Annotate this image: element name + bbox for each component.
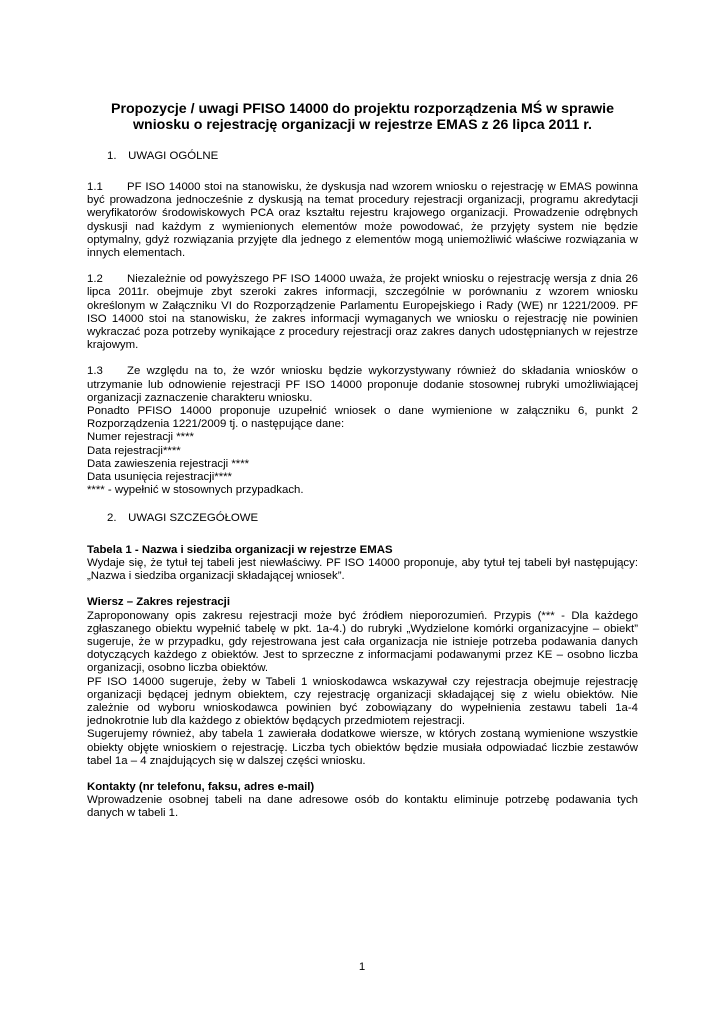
list-item: Data usunięcia rejestracji****	[87, 471, 232, 484]
paragraph-number: 1.3	[87, 365, 103, 378]
paragraph-number: 1.2	[87, 273, 103, 286]
list-item: Data zawieszenia rejestracji ****	[87, 457, 250, 470]
section-number: 1.	[107, 149, 117, 162]
list-item: Data rejestracji****	[87, 444, 181, 457]
document-title	[87, 101, 638, 134]
section-title: UWAGI SZCZEGÓŁOWE	[128, 512, 259, 525]
list-item: Numer rejestracji ****	[87, 431, 194, 444]
paragraph-1-3-continuation: Ponadto PFISO 14000 proponuje uzupełnić wniosek o dane wymienione w załączniku 6, punkt 2 Rozporządzenia 1221/2009 tj. o następujące dane:	[87, 405, 638, 431]
paragraph-number: 1.1	[87, 181, 103, 194]
paragraph-text: Niezależnie od powyższego PF ISO 14000 uważa, że projekt wniosku o rejestrację wersja z dnia 26 lipca 2011r. obejmuje zbyt szeroki zakres informacji, szczególnie w porównaniu z wzorem wniosku określonym w Załączniku VI do Rozporządzenie Parlamentu Europejskiego i Rady (WE) nr 1221/2009. PF ISO 14000 stoi na stanowisku, że zakres informacji wymaganych we wniosku o rejestrację nie powinien wykraczać poza potrzeby wynikające z procedury rejestracji oraz zakres danych udostępnianych w rejestrze krajowym.	[87, 273, 638, 352]
section-number: 2.	[107, 512, 117, 525]
paragraph-text: Ze względu na to, że wzór wniosku będzie wykorzystywany również do składania wniosków o utrzymanie lub odnowienie rejestracji PF ISO 14000 proponuje dodanie stosownej rubryki umożliwiającej organizacji zaznaczenie charakteru wniosku.	[87, 365, 638, 404]
section-heading-detailed	[87, 512, 638, 525]
section-heading-general	[87, 150, 638, 163]
paragraph-text: PF ISO 14000 stoi na stanowisku, że dyskusja nad wzorem wniosku o rejestrację w EMAS powinna być prowadzona jednocześnie z dyskusją na temat procedury rejestracji organizacji, programu akredytacji weryfikatorów środowiskowych PCA oraz kształtu rejestru krajowego organizacji. Prowadzenie odrębnych dyskusji nad każdym z wymienionych elementów może powodować, że przyjęty system nie będzie optymalny, gdyż rozwiązania przyjęte dla jednego z elementów mogą uniemożliwić właściwe rozwiązania w innych elementach.	[87, 181, 638, 260]
subsection-text: Zaproponowany opis zakresu rejestracji może być źródłem nieporozumień. Przypis (*** - Dla każdego zgłaszanego obiektu wypełnić tabelę w pkt. 1a-4.) do rubryki „Wydzielone komórki organizacyjne – obiekt” sugeruje, że w przypadku, gdy rejestrowana jest cała organizacja nie istnieje potrzeba podawania danych dotyczących każdego z obiektów. Jest to sprzeczne z informacjami podawanymi przez KE – osobno liczba organizacji, osobno liczba obiektów.	[87, 609, 638, 675]
subsection-heading: Kontakty (nr telefonu, faksu, adres e-mail)	[87, 780, 315, 793]
subsection-wiersz	[87, 596, 638, 768]
subsection-heading: Tabela 1 - Nazwa i siedziba organizacji w rejestrze EMAS	[87, 543, 393, 556]
subsection-text: Wprowadzenie osobnej tabeli na dane adresowe osób do kontaktu eliminuje potrzebę podawania tych danych w tabeli 1.	[87, 794, 638, 820]
subsection-text: Wydaje się, że tytuł tej tabeli jest niewłaściwy. PF ISO 14000 proponuje, aby tytuł tej tabeli był następujący: „Nazwa i siedziba organizacji składającej wniosek”.	[87, 556, 638, 583]
subsection-heading: Wiersz – Zakres rejestracji	[87, 596, 231, 609]
subsection-kontakty	[87, 781, 638, 821]
registration-data-list	[87, 431, 638, 497]
subsection-tabela-1	[87, 544, 638, 584]
list-item-note: **** - wypełnić w stosownych przypadkach.	[87, 484, 304, 497]
paragraph-1-1	[87, 181, 638, 260]
title-line-2: wniosku o rejestrację organizacji w rejestrze EMAS z 26 lipca 2011 r.	[133, 117, 592, 134]
subsection-text: Sugerujemy również, aby tabela 1 zawierała dodatkowe wiersze, w których zostaną wymienione wszystkie obiekty objęte wnioskiem o rejestrację. Liczba tych obiektów będzie musiała odpowiadać liczbie zestawów tabel 1a – 4 znajdujących się w dalszej części wniosku.	[87, 728, 638, 767]
section-title: UWAGI OGÓLNE	[128, 149, 219, 162]
subsection-text: PF ISO 14000 sugeruje, żeby w Tabeli 1 wnioskodawca wskazywał czy rejestracja obejmuje rejestrację organizacji będącej jednym obiektem, czy rejestrację organizacji składającej się z wielu obiektów. Nie zależnie od wyboru wnioskodawca powinien być zobowiązany do wypełnienia zestawu tabeli 1a-4 jednokrotnie lub dla każdego z obiektów będących przedmiotem rejestracji.	[87, 675, 638, 728]
page-number: 1	[358, 961, 366, 973]
document-body	[87, 101, 638, 821]
paragraph-1-3	[87, 365, 638, 405]
title-line-1: Propozycje / uwagi PFISO 14000 do projektu rozporządzenia MŚ w sprawie	[111, 101, 614, 117]
paragraph-1-2	[87, 273, 638, 352]
